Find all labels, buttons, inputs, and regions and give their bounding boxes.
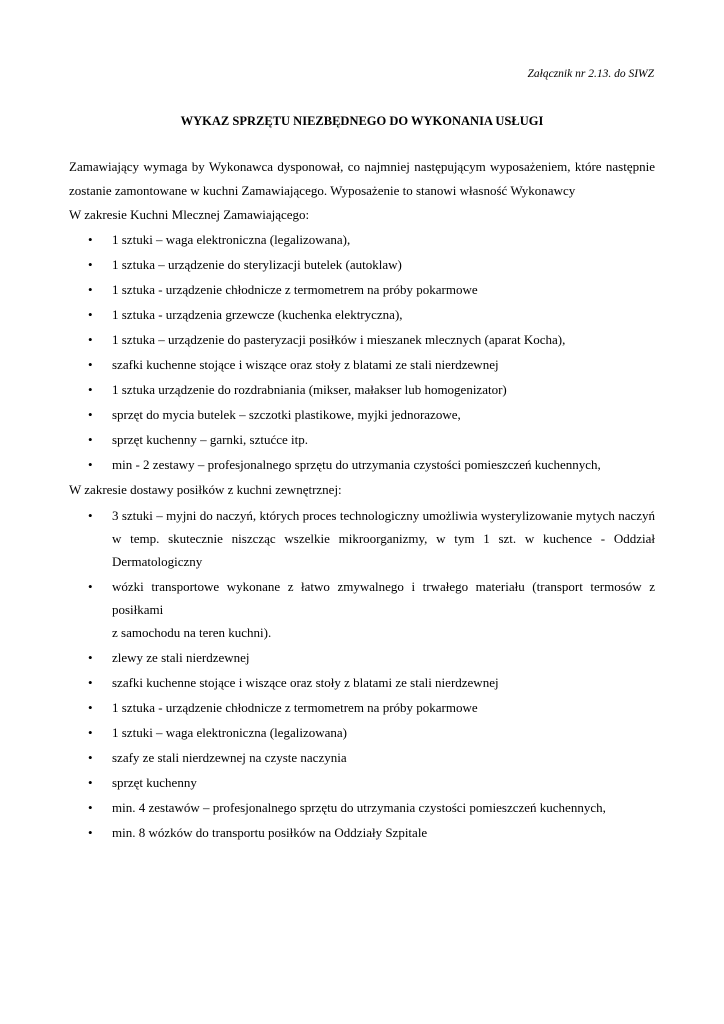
bullet-icon: • — [88, 750, 93, 765]
list-item — [69, 504, 655, 573]
list-item — [69, 228, 655, 253]
section-heading-milk-kitchen: W zakresie Kuchni Mlecznej Zamawiającego: — [69, 207, 310, 222]
document-title: WYKAZ SPRZĘTU NIEZBĘDNEGO DO WYKONANIA USŁUGI — [180, 114, 544, 128]
list-item — [69, 253, 655, 278]
bullet-icon: • — [88, 725, 93, 740]
list-item-text: 1 sztuka - urządzenie chłodnicze z termometrem na próby pokarmowe — [112, 700, 478, 715]
bullet-icon: • — [88, 406, 93, 422]
bullet-icon: • — [88, 650, 93, 665]
list-item-text: sprzęt kuchenny — [112, 775, 197, 790]
bullet-icon: • — [88, 775, 93, 790]
bullet-icon: • — [88, 231, 93, 247]
list-item — [69, 746, 655, 771]
list-item-text: 1 sztuka – urządzenie do sterylizacji butelek (autoklaw) — [112, 256, 402, 272]
list-item-text: zlewy ze stali nierdzewnej — [112, 650, 250, 665]
annex-label: Załącznik nr 2.13. do SIWZ — [527, 68, 654, 80]
list-item — [69, 696, 655, 721]
bullet-icon: • — [88, 508, 93, 523]
bullet-icon: • — [88, 306, 93, 322]
list-item — [69, 575, 655, 644]
bullet-icon: • — [88, 700, 93, 715]
bullet-icon: • — [88, 356, 93, 372]
list-item — [69, 328, 655, 353]
list-item — [69, 353, 655, 378]
list-item-text: 1 sztuki – waga elektroniczna (legalizowana) — [112, 725, 347, 740]
intro-paragraph: Zamawiający wymaga by Wykonawca dysponował, co najmniej następującym wyposażeniem, które następnie zostanie zamontowane w kuchni Zamawiającego. Wyposażenie to stanowi własność Wykonawcy — [69, 159, 655, 198]
bullet-icon: • — [88, 381, 93, 397]
list-item-text: szafki kuchenne stojące i wiszące oraz stoły z blatami ze stali nierdzewnej — [112, 675, 499, 690]
list-item — [69, 721, 655, 746]
list-item-text: 1 sztuki – waga elektroniczna (legalizowana), — [112, 231, 351, 247]
list-item — [69, 796, 655, 821]
list-item — [69, 428, 655, 453]
document-body — [69, 155, 655, 846]
list-item — [69, 403, 655, 428]
list-item-text: 1 sztuka - urządzenie chłodnicze z termometrem na próby pokarmowe — [112, 281, 478, 297]
list-item — [69, 671, 655, 696]
list-item — [69, 646, 655, 671]
list-item — [69, 278, 655, 303]
bullet-icon: • — [88, 825, 93, 840]
list-item-text: min. 4 zestawów – profesjonalnego sprzętu do utrzymania czystości pomieszczeń kuchennych, — [112, 800, 606, 815]
list-item — [69, 771, 655, 796]
list-item-text: 1 sztuka - urządzenia grzewcze (kuchenka elektryczna), — [112, 306, 403, 322]
list-item — [69, 453, 655, 478]
list-item-text: min - 2 zestawy – profesjonalnego sprzętu do utrzymania czystości pomieszczeń kuchennych, — [112, 456, 601, 472]
list-item-text: sprzęt kuchenny – garnki, sztućce itp. — [112, 431, 309, 447]
list-item-text: 1 sztuka urządzenie do rozdrabniania (mikser, małakser lub homogenizator) — [112, 381, 507, 397]
list-item-continuation: z samochodu na teren kuchni). — [112, 625, 272, 640]
list-item-text: szafy ze stali nierdzewnej na czyste naczynia — [112, 750, 347, 765]
bullet-icon: • — [88, 675, 93, 690]
bullet-icon: • — [88, 256, 93, 272]
bullet-icon: • — [88, 431, 93, 447]
list-item — [69, 303, 655, 328]
bullet-icon: • — [88, 281, 93, 297]
bullet-icon: • — [88, 331, 93, 347]
list-item-text: 3 sztuki – myjni do naczyń, których proces technologiczny umożliwia wysterylizowanie mytych naczyń w temp. skutecznie niszcząc wszelkie mikroorganizmy, w tym 1 szt. w kuchence - Oddział Dermatologiczny — [112, 508, 655, 569]
list-item-text: sprzęt do mycia butelek – szczotki plastikowe, myjki jednorazowe, — [112, 406, 461, 422]
list-item-text: szafki kuchenne stojące i wiszące oraz stoły z blatami ze stali nierdzewnej — [112, 356, 499, 372]
list-item — [69, 378, 655, 403]
milk-kitchen-equipment-list — [69, 228, 655, 478]
bullet-icon: • — [88, 579, 93, 594]
bullet-icon: • — [88, 456, 93, 472]
bullet-icon: • — [88, 800, 93, 815]
list-item-text: min. 8 wózków do transportu posiłków na Oddziały Szpitale — [112, 825, 428, 840]
external-kitchen-equipment-list — [69, 504, 655, 846]
section-heading-external-kitchen: W zakresie dostawy posiłków z kuchni zewnętrznej: — [69, 481, 342, 497]
list-item — [69, 821, 655, 846]
list-item-text: wózki transportowe wykonane z łatwo zmywalnego i trwałego materiału (transport termosów z posiłkami — [112, 579, 655, 617]
list-item-text: 1 sztuka – urządzenie do pasteryzacji posiłków i mieszanek mlecznych (aparat Kocha), — [112, 331, 566, 347]
